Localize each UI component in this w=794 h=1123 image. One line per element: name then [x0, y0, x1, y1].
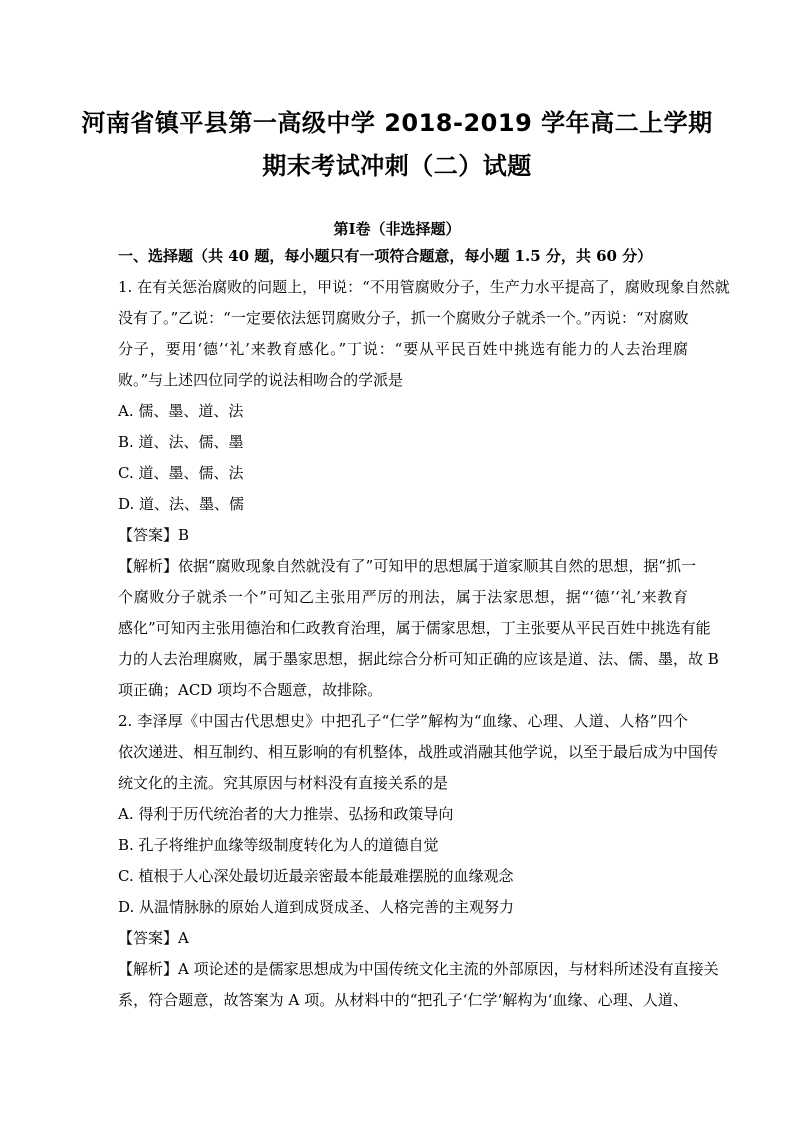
volume-title: 第Ⅰ卷（非选择题）: [333, 220, 461, 238]
q1-analysis-line: 个腐败分子就杀一个”可知乙主张用严厉的刑法，属于法家思想，据“‘德’‘礼’来教育: [118, 588, 688, 606]
q1-option-d: D. 道、法、墨、儒: [118, 495, 245, 513]
q2-option-b: B. 孔子将维护血缘等级制度转化为人的道德自觉: [118, 836, 439, 854]
q1-stem-line: 败。”与上述四位同学的说法相吻合的学派是: [118, 371, 404, 389]
section-instructions: 一、选择题（共 40 题，每小题只有一项符合题意，每小题 1.5 分，共 60 分）: [118, 247, 653, 265]
q2-answer: 【答案】A: [118, 929, 189, 947]
q2-stem-line: 依次递进、相互制约、相互影响的有机整体，战胜或消融其他学说，以至于最后成为中国传: [118, 743, 719, 761]
question-body: [118, 241, 730, 1016]
q1-option-c: C. 道、墨、儒、法: [118, 464, 244, 482]
title-line-1: 河南省镇平县第一高级中学 2018-2019 学年高二上学期: [81, 109, 713, 137]
q2-option-a: A. 得利于历代统治者的大力推崇、弘扬和政策导向: [118, 805, 454, 823]
q1-stem-line: 没有了。”乙说：“一定要依法惩罚腐败分子，抓一个腐败分子就杀一个。”丙说：“对腐败: [118, 309, 689, 327]
q1-stem-line: 分子，要用‘德’‘礼’来教育感化。”丁说：“要从平民百姓中挑选有能力的人去治理腐: [118, 340, 688, 358]
q2-option-c: C. 植根于人心深处最切近最亲密最本能最难摆脱的血缘观念: [118, 867, 514, 885]
q2-analysis-line: 系，符合题意，故答案为 A 项。从材料中的“把孔子‘仁学’解构为‘血缘、心理、人道、: [118, 991, 688, 1009]
q1-answer: 【答案】B: [118, 526, 190, 544]
q2-option-d: D. 从温情脉脉的原始人道到成贤成圣、人格完善的主观努力: [118, 898, 515, 916]
q1-analysis-line: 【解析】依据“腐败现象自然就没有了”可知甲的思想属于道家顺其自然的思想，据“抓一: [118, 557, 697, 575]
q2-analysis-line: 【解析】A 项论述的是儒家思想成为中国传统文化主流的外部原因，与材料所述没有直接关: [118, 960, 719, 978]
q1-analysis-line: 力的人去治理腐败，属于墨家思想，据此综合分析可知正确的应该是道、法、儒、墨，故 B: [118, 650, 719, 668]
title-line-2: 期末考试冲刺（二）试题: [262, 152, 532, 180]
q1-analysis-line: 感化”可知丙主张用德治和仁政教育治理，属于儒家思想，丁主张要从平民百姓中挑选有能: [118, 619, 711, 637]
q1-analysis-line: 项正确；ACD 项均不合题意，故排除。: [118, 681, 383, 699]
q1-option-a: A. 儒、墨、道、法: [118, 402, 244, 420]
q1-option-b: B. 道、法、儒、墨: [118, 433, 244, 451]
q1-stem-line: 1. 在有关惩治腐败的问题上，甲说：“不用管腐败分子，生产力水平提高了，腐败现象自然就: [118, 278, 730, 296]
q2-stem-line: 统文化的主流。究其原因与材料没有直接关系的是: [118, 774, 449, 792]
q2-stem-line: 2. 李泽厚《中国古代思想史》中把孔子“仁学”解构为“血缘、心理、人道、人格”四个: [118, 712, 688, 730]
